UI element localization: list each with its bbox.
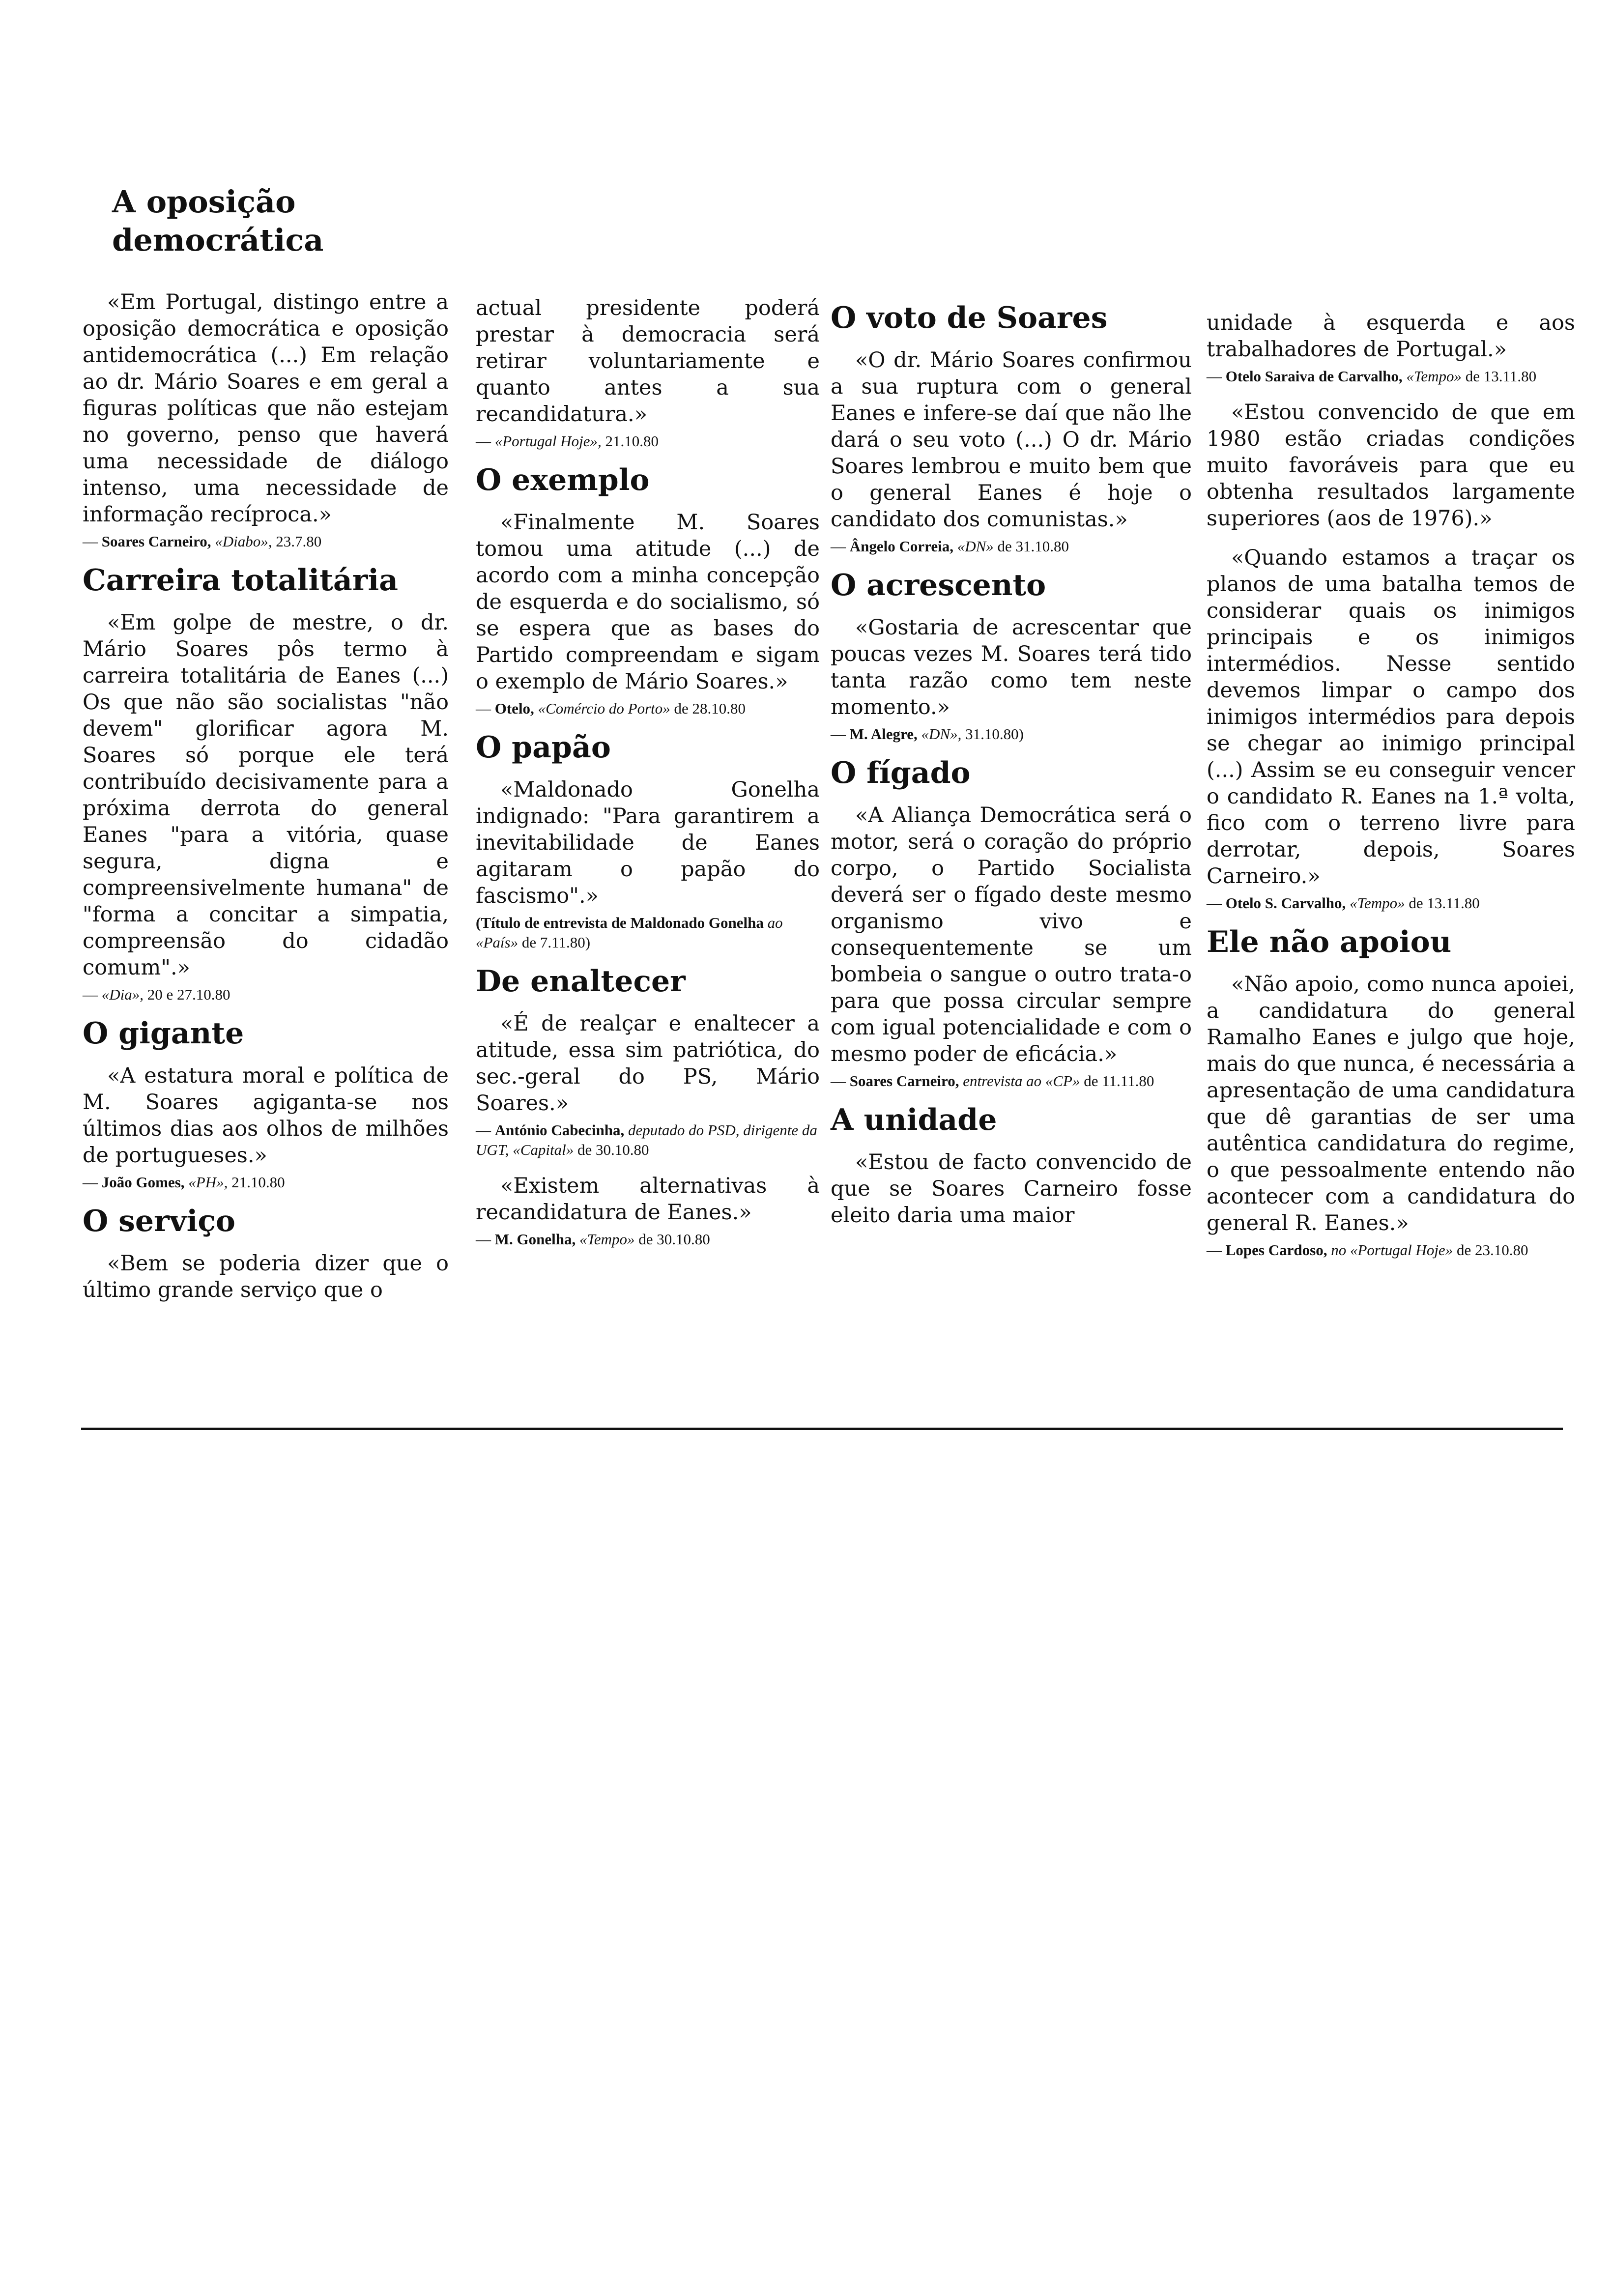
article-quote: actual presidente poderá prestar à democracia será retirar voluntariamente e quanto antes a sua recandidatura.» [476, 296, 820, 427]
source-author: Soares Carneiro, [849, 1072, 959, 1090]
source-dash: — [1207, 894, 1222, 912]
article-source [476, 1230, 820, 1249]
article-quote: «Quando estamos a traçar os planos de uma batalha temos de considerar quais os inimigos principais e os inimigos intermédios. Nesse sentido devemos limpar o campo dos inimigos intermédios para depois se chegar ao inimigo principal (...) Assim se eu conseguir vencer o candidato R. Eanes na 1.ª volta, fico com o terreno livre para derrotar, depois, Soares Carneiro.» [1207, 545, 1575, 889]
column-1 [83, 289, 449, 1316]
article-headline: O voto de Soares [831, 301, 1108, 335]
source-dash: — [1207, 368, 1222, 385]
source-publication: «Comércio do Porto» [538, 700, 670, 717]
article-headline: Carreira totalitária [83, 563, 398, 598]
article [476, 965, 820, 1160]
source-dash: — [831, 1072, 846, 1090]
source-author: Otelo Saraiva de Carvalho, [1225, 368, 1403, 385]
article [1207, 545, 1575, 913]
article-quote: «Em golpe de mestre, o dr. Mário Soares pôs termo à carreira totalitária de Eanes (...) Os que não são socialistas "não devem" glorificar agora M. Soares só porque ele terá contribuído decisivamente para a próxima derrota do general Eanes "para a vitória, quase segura, digna e compreensivelmente humana" de "forma a concitar a simpatia, compreensão do cidadão comum".» [83, 610, 449, 980]
source-publication: «Tempo» [1350, 894, 1405, 912]
source-author: Lopes Cardoso, [1225, 1241, 1327, 1259]
article-quote: «Gostaria de acrescentar que poucas vezes M. Soares terá tido tanta razão como tem neste momento.» [831, 615, 1192, 719]
source-date: de 23.10.80 [1456, 1241, 1528, 1259]
source-dash: — [83, 533, 98, 550]
article-source [476, 431, 820, 451]
source-dash: — [83, 1174, 98, 1191]
article [83, 289, 449, 551]
source-dash: — [831, 725, 846, 743]
source-author: Otelo S. Carvalho, [1225, 894, 1346, 912]
source-publication: «DN», [921, 725, 962, 743]
page-title: A oposição democrática [112, 184, 324, 258]
source-publication: no «Portugal Hoje» [1331, 1241, 1453, 1259]
article [831, 1104, 1192, 1229]
source-dash: — [476, 1121, 491, 1139]
source-publication: «Dia», [101, 986, 144, 1003]
article-quote: «Existem alternativas à recandidatura de Eanes.» [476, 1174, 820, 1225]
source-date: de 13.11.80 [1409, 894, 1480, 912]
source-publication: «Portugal Hoje», [494, 432, 602, 450]
article-source [476, 913, 820, 952]
article-quote: «O dr. Mário Soares confirmou a sua ruptura com o general Eanes e infere-se daí que não lhe dará o seu voto (...) O dr. Mário Soares lembrou e muito bem que o general Eanes é hoje o candidato dos comunistas.» [831, 348, 1192, 532]
source-dash: — [476, 700, 491, 717]
source-publication: «Tempo» [1406, 368, 1462, 385]
article-quote: «É de realçar e enaltecer a atitude, essa sim patriótica, do sec.-geral do PS, Mário Soares.» [476, 1011, 820, 1116]
article [83, 1017, 449, 1192]
source-date: de 30.10.80 [638, 1231, 710, 1248]
article-headline: O acrescento [831, 568, 1046, 603]
article-source [1207, 1240, 1575, 1260]
article-source [831, 537, 1192, 556]
article [83, 564, 449, 1004]
article-quote: «Estou de facto convencido de que se Soares Carneiro fosse eleito daria uma maior [831, 1150, 1192, 1228]
source-date: 20 e 27.10.80 [147, 986, 230, 1003]
source-author: António Cabecinha, [494, 1121, 625, 1139]
source-dash: — [476, 432, 491, 450]
source-publication: deputado do PSD, dirigente da UGT, «Capital» [476, 1121, 817, 1158]
article-source [476, 699, 820, 718]
article-headline: Ele não apoiou [1207, 925, 1452, 959]
article-headline: A unidade [831, 1103, 997, 1137]
source-date: de 13.11.80 [1465, 368, 1537, 385]
source-author: M. Alegre, [849, 725, 918, 743]
source-date: 21.10.80 [231, 1174, 285, 1191]
article-quote: unidade à esquerda e aos trabalhadores de Portugal.» [1207, 311, 1575, 362]
source-publication: entrevista ao «CP» [963, 1072, 1080, 1090]
source-author: Soares Carneiro, [101, 533, 211, 550]
article-quote: «A Aliança Democrática será o motor, será o coração do próprio corpo, o Partido Socialista deverá ser o fígado deste mesmo organismo vivo e consequentemente se um bombeia o sangue o outro trata-o para que possa circular sempre com igual potencialidade e com o mesmo poder de eficácia.» [831, 803, 1192, 1066]
source-publication: ao «País» [476, 914, 783, 951]
article [476, 1173, 820, 1249]
bottom-rule [81, 1428, 1563, 1430]
source-dash: — [83, 986, 98, 1003]
source-date: de 11.11.80 [1084, 1072, 1154, 1090]
article-quote: «A estatura moral e política de M. Soares agiganta-se nos últimos dias aos olhos de milhões de portugueses.» [83, 1063, 449, 1168]
article [1207, 310, 1575, 386]
article [1207, 926, 1575, 1260]
article [476, 295, 820, 451]
article-source [831, 1071, 1192, 1091]
article [83, 1205, 449, 1303]
source-dash: — [476, 1231, 491, 1248]
source-date: 21.10.80 [605, 432, 659, 450]
source-date: de 30.10.80 [577, 1141, 649, 1158]
source-date: 31.10.80) [965, 725, 1024, 743]
source-date: de 28.10.80 [674, 700, 746, 717]
source-publication: «PH», [188, 1174, 228, 1191]
article-quote: «Maldonado Gonelha indignado: "Para garantirem a inevitabilidade de Eanes agitaram o papão do fascismo".» [476, 777, 820, 908]
source-date: de 31.10.80 [997, 538, 1069, 555]
article-quote: «Não apoio, como nunca apoiei, a candidatura do general Ramalho Eanes e julgo que hoje, mais do que nunca, é necessária a apresentação de uma candidatura que dê garantias de ser uma autêntica candidatura do regime, o que pessoalmente entendo não acontecer com a candidatura do general R. Eanes.» [1207, 972, 1575, 1235]
article-headline: O papão [476, 730, 611, 765]
article-headline: O serviço [83, 1204, 235, 1238]
article-source [476, 1120, 820, 1160]
article-quote: «Finalmente M. Soares tomou uma atitude (...) de acordo com a minha concepção de esquerda e do socialismo, só se espera que as bases do Partido compreendam e sigam o exemplo de Mário Soares.» [476, 510, 820, 694]
column-3 [831, 295, 1192, 1241]
source-dash: — [1207, 1241, 1222, 1259]
article [831, 569, 1192, 744]
source-author: (Título de entrevista de Maldonado Gonelha [476, 914, 764, 931]
source-date: de 7.11.80) [521, 934, 591, 951]
source-publication: «DN» [957, 538, 994, 555]
article-quote: «Estou convencido de que em 1980 estão criadas condições muito favoráveis para que eu obtenha resultados largamente superiores (aos de 1976).» [1207, 400, 1575, 531]
source-publication: «Tempo» [579, 1231, 635, 1248]
article [1207, 399, 1575, 532]
article-source [1207, 367, 1575, 386]
article-source [83, 1173, 449, 1192]
article-source [1207, 893, 1575, 913]
source-date: 23.7.80 [276, 533, 322, 550]
article-headline: O fígado [831, 756, 971, 790]
article [831, 757, 1192, 1091]
column-2 [476, 295, 820, 1262]
article [476, 731, 820, 952]
article-headline: O gigante [83, 1016, 244, 1051]
article-source [83, 985, 449, 1004]
source-author: Otelo, [494, 700, 534, 717]
source-publication: «Diabo», [215, 533, 272, 550]
article-headline: O exemplo [476, 463, 650, 497]
source-author: Ângelo Correia, [849, 538, 953, 555]
source-dash: — [831, 538, 846, 555]
article-source [831, 724, 1192, 744]
article-quote: «Em Portugal, distingo entre a oposição democrática e oposição antidemocrática (...) Em relação ao dr. Mário Soares e em geral a figuras políticas que não estejam no governo, penso que haverá uma necessidade de diálogo intenso, uma necessidade de informação recíproca.» [83, 290, 449, 527]
article [831, 302, 1192, 556]
source-author: M. Gonelha, [494, 1231, 576, 1248]
article [476, 464, 820, 718]
source-author: João Gomes, [101, 1174, 185, 1191]
article-quote: «Bem se poderia dizer que o último grande serviço que o [83, 1251, 449, 1302]
column-4 [1207, 310, 1575, 1273]
article-headline: De enaltecer [476, 964, 686, 999]
article-source [83, 532, 449, 551]
